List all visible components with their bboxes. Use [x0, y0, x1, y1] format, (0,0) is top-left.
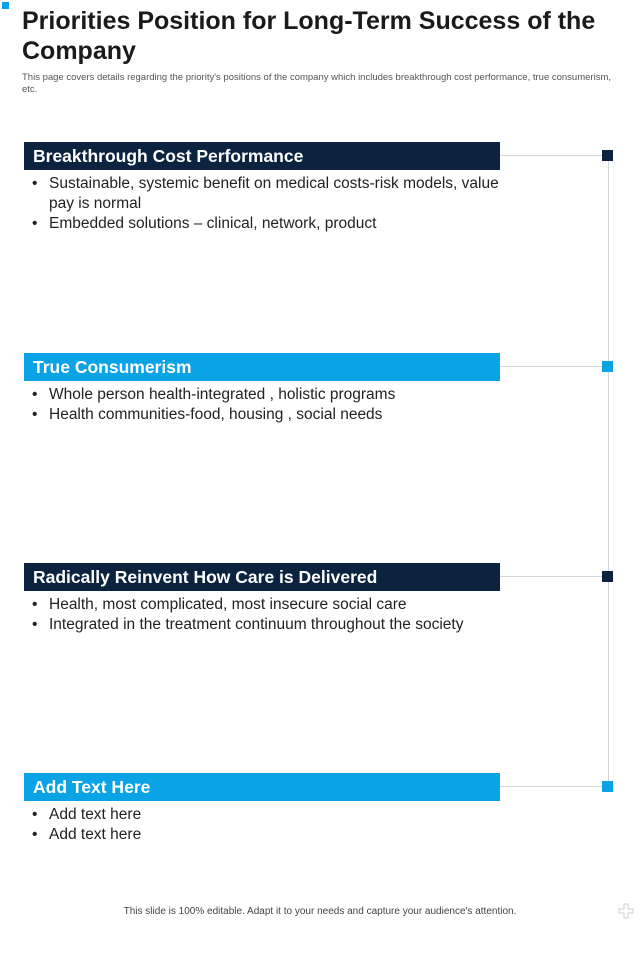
- plus-icon: [618, 903, 634, 919]
- timeline-marker-square-icon: [602, 150, 613, 161]
- bullet-list: [32, 805, 502, 845]
- footer-note: This slide is 100% editable. Adapt it to your needs and capture your audience's attention.: [123, 906, 517, 917]
- connector-line: [500, 576, 602, 577]
- section-heading: Breakthrough Cost Performance: [24, 142, 500, 170]
- bullet-item: • Integrated in the treatment continuum throughout the society: [32, 615, 502, 635]
- bullet-list: [32, 385, 502, 425]
- bullet-item: • Embedded solutions – clinical, network, product: [32, 214, 502, 234]
- section-radically-reinvent-care: [24, 563, 614, 763]
- page-title: Priorities Position for Long-Term Success of the Company: [22, 7, 596, 65]
- bullet-list: [32, 595, 502, 635]
- bullet-item: • Whole person health-integrated , holistic programs: [32, 385, 502, 405]
- page-subtitle: This page covers details regarding the priority's positions of the company which includes breakthrough cost performance, true consumerism, etc.: [22, 72, 611, 95]
- section-true-consumerism: [24, 353, 614, 553]
- section-heading: Add Text Here: [24, 773, 500, 801]
- bullet-item: • Add text here: [32, 805, 502, 825]
- connector-line: [500, 366, 602, 367]
- timeline-marker-square-icon: [602, 361, 613, 372]
- connector-line: [500, 155, 602, 156]
- section-heading: Radically Reinvent How Care is Delivered: [24, 563, 500, 591]
- section-add-text-here: [24, 773, 614, 973]
- timeline-marker-square-icon: [602, 781, 613, 792]
- bullet-item: • Sustainable, systemic benefit on medical costs-risk models, value pay is normal: [32, 174, 502, 214]
- connector-line: [500, 786, 602, 787]
- corner-accent-mark: [2, 2, 9, 9]
- section-breakthrough-cost-performance: [24, 142, 614, 342]
- bullet-item: • Health communities-food, housing , social needs: [32, 405, 502, 425]
- bullet-item: • Add text here: [32, 825, 502, 845]
- section-heading: True Consumerism: [24, 353, 500, 381]
- bullet-list: [32, 174, 502, 234]
- bullet-item: • Health, most complicated, most insecure social care: [32, 595, 502, 615]
- timeline-marker-square-icon: [602, 571, 613, 582]
